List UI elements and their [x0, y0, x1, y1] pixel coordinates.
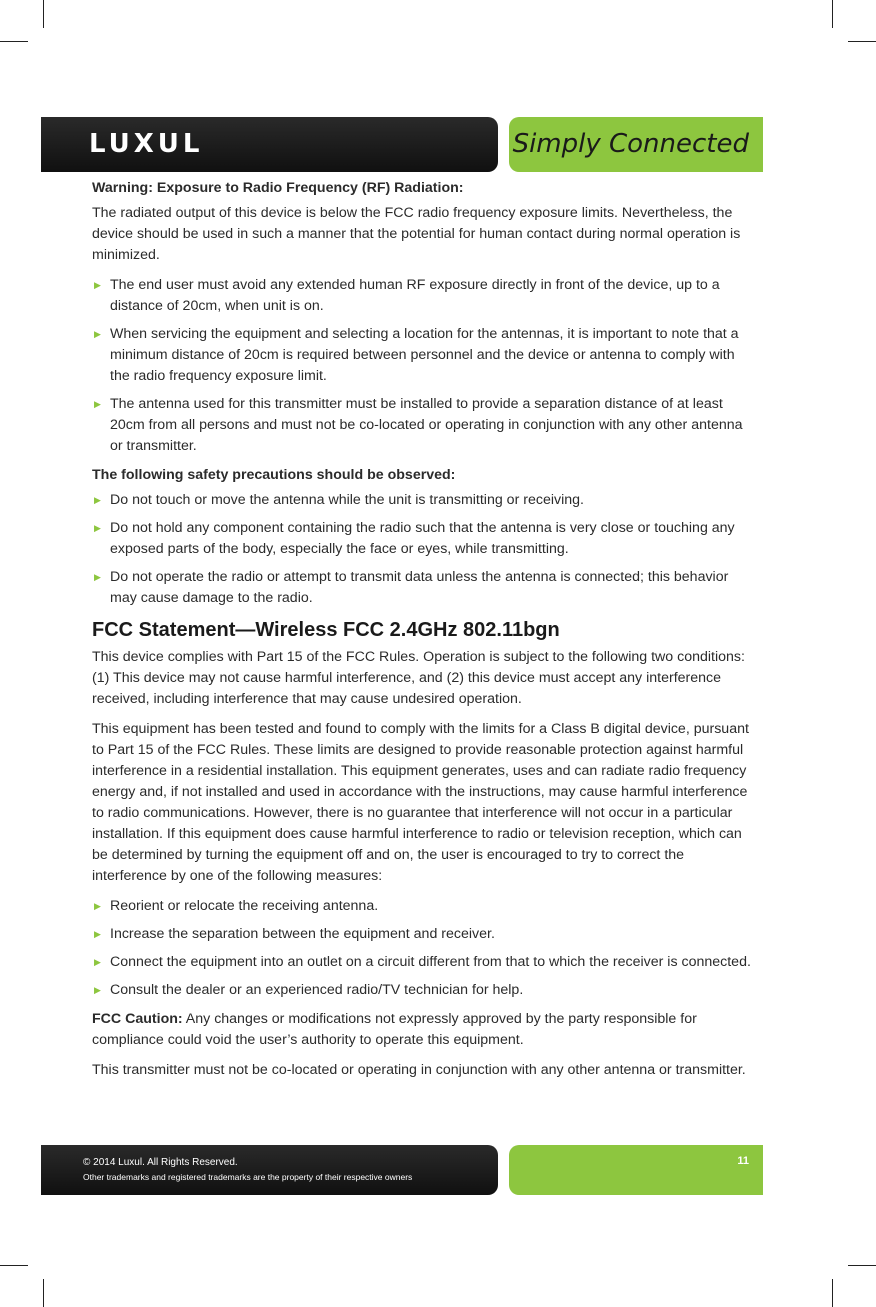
list-item: ▶ Increase the separation between the equipment and receiver.: [92, 924, 752, 945]
precautions-title: The following safety precautions should be observed:: [92, 467, 456, 483]
warning-intro: The radiated output of this device is below the FCC radio frequency exposure limits. Nevertheless, the device should be used in such a manner that the potential for human contact during normal operation is minimized.: [92, 205, 741, 263]
page-number: 11: [737, 1155, 749, 1167]
footer-bar: [41, 1145, 498, 1195]
crop-mark: [832, 0, 833, 28]
header-bar: [41, 117, 498, 172]
crop-mark: [848, 1265, 876, 1266]
list-item: ▶ Connect the equipment into an outlet on a circuit different from that to which the receiver is connected.: [92, 952, 752, 973]
fcc-paragraph-2: This equipment has been tested and found to comply with the limits for a Class B digital device, pursuant to Part 15 of the FCC Rules. These limits are designed to provide reasonable protection against harmful interference in a residential installation. This equipment generates, uses and can radiate radio frequency energy and, if not installed and used in accordance with the instructions, may cause harmful interference to radio communications. However, there is no guarantee that interference will not occur in a particular installation. If this equipment does cause harmful interference to radio or television reception, which can be determined by turning the equipment off and on, the user is encouraged to try to correct the interference by one of the following measures:: [92, 721, 749, 884]
list-item: ▶ The end user must avoid any extended human RF exposure directly in front of the device, up to a distance of 20cm, when unit is on.: [92, 275, 752, 317]
fcc-paragraph-1: This device complies with Part 15 of the FCC Rules. Operation is subject to the following two conditions: (1) This device may not cause harmful interference, and (2) this device must accept any interference received, including interference that may cause undesired operation.: [92, 649, 745, 707]
warning-list: [92, 275, 752, 457]
crop-mark: [43, 1279, 44, 1307]
tagline-box: [509, 117, 763, 172]
luxul-logo: LUXUL: [89, 129, 204, 159]
measures-list: [92, 896, 752, 1001]
list-item: ▶ Consult the dealer or an experienced radio/TV technician for help.: [92, 980, 752, 1001]
fcc-caution-label: FCC Caution:: [92, 1011, 183, 1027]
crop-mark: [832, 1279, 833, 1307]
list-item: ▶ Do not touch or move the antenna while the unit is transmitting or receiving.: [92, 490, 752, 511]
tagline: Simply Connected: [512, 129, 749, 159]
fcc-caution: [92, 1009, 752, 1051]
list-item: ▶ When servicing the equipment and selecting a location for the antennas, it is important to note that a minimum distance of 20cm is required between personnel and the device or antenna to comply with the radio frequency exposure limit.: [92, 324, 752, 387]
copyright: © 2014 Luxul. All Rights Reserved.: [83, 1157, 238, 1168]
fcc-heading: FCC Statement—Wireless FCC 2.4GHz 802.11bgn: [92, 619, 560, 641]
list-item: ▶ Reorient or relocate the receiving antenna.: [92, 896, 752, 917]
list-item: ▶ Do not hold any component containing the radio such that the antenna is very close or touching any exposed parts of the body, especially the face or eyes, while transmitting.: [92, 518, 752, 560]
footer-page-box: [509, 1145, 763, 1195]
crop-mark: [43, 0, 44, 28]
page-content: [92, 178, 752, 1090]
crop-mark: [848, 41, 876, 42]
fcc-paragraph-3: This transmitter must not be co-located or operating in conjunction with any other antenna or transmitter.: [92, 1062, 746, 1078]
warning-title: Warning: Exposure to Radio Frequency (RF) Radiation:: [92, 180, 464, 196]
trademark-notice: Other trademarks and registered trademarks are the property of their respective owners: [83, 1172, 413, 1182]
precautions-list: [92, 490, 752, 609]
fcc-caution-text: Any changes or modifications not expressly approved by the party responsible for compliance could void the user’s authority to operate this equipment.: [92, 1011, 697, 1048]
list-item: ▶ The antenna used for this transmitter must be installed to provide a separation distance of at least 20cm from all persons and must not be co-located or operating in conjunction with any other antenna or transmitter.: [92, 394, 752, 457]
list-item: ▶ Do not operate the radio or attempt to transmit data unless the antenna is connected; this behavior may cause damage to the radio.: [92, 567, 752, 609]
crop-mark: [0, 41, 28, 42]
crop-mark: [0, 1265, 28, 1266]
